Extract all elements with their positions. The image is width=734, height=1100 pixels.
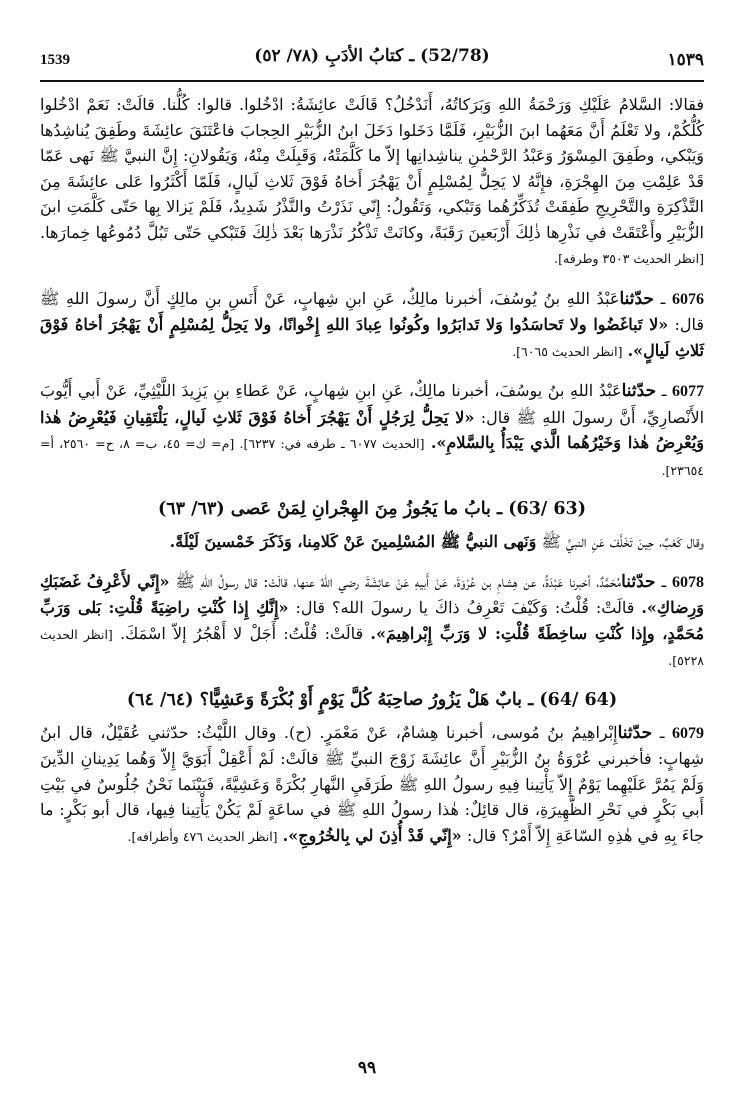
hadith-number: 6077 bbox=[672, 383, 704, 400]
hadith-reference: [الحديث ٦٠٧٧ ـ طرفه في: ٦٢٣٧]. [م= ك= ٤٥، ب= ٨، ح= ٢٥٦٠، أ= ٢٣٦٥٤]. bbox=[40, 436, 704, 478]
hadith-quote: «إِنّي قَدْ أُذِنَ لي بِالخُرُوجِ». bbox=[282, 825, 462, 845]
chapter-63-text bbox=[40, 529, 704, 555]
page-header bbox=[40, 40, 704, 74]
running-title: (52/78) ـ كتابُ الأدَبِ (٧٨/ ٥٢) bbox=[254, 46, 490, 66]
hadith-reference: [انظر الحديث ٦٠٦٥]. bbox=[512, 343, 623, 359]
hadith-end: قالَتْ: قُلْتُ: أَجَلْ لا أَهْجُرُ إلاّ اسْمَكَ. bbox=[120, 623, 364, 643]
chapter-63-title: (63 /63) ـ بابُ ما يَجُوزُ مِنَ الهِجْرانِ لِمَنْ عَصى (٦٣/ ٦٣) bbox=[157, 499, 587, 519]
hadith-6078 bbox=[40, 569, 704, 674]
header-rule bbox=[40, 80, 704, 82]
hadith-6077 bbox=[40, 378, 704, 483]
hadith-narration: مُحَمَّدٌ، أخبرنا عَبْدَةُ، عن هِشامِ بن عُرْوَةَ، عَنْ أَبيهِ عَنْ عائِشَةَ رضي اللهُ عنها، قالَتْ: قال رسولُ اللهِ ﷺ bbox=[175, 571, 622, 591]
chapter-63-bold: وَنَهى النبيُّ ﷺ المُسْلِمينَ عَنْ كَلامِنا، وَذَكَرَ خَمْسينَ لَيْلَةً. bbox=[169, 532, 537, 551]
page-number-latin: 1539 bbox=[40, 52, 70, 68]
intro-reference: [انظر الحديث ٣٥٠٣ وطرفه]. bbox=[554, 251, 704, 266]
intro-paragraph bbox=[40, 92, 704, 272]
hadith-narration: عَبْدُ اللهِ بنُ يُوسُفَ، أخبرنا مالِكٌ، عَنِ ابنِ شِهابٍ، عَنْ أَنَسِ بنِ مالِكٍ أَنَّ رسولَ اللهِ ﷺ قال: bbox=[40, 288, 704, 334]
haddathana-word: حدّثنا bbox=[621, 381, 657, 401]
hadith-quote-1: «إِنّي لأَعْرِفُ غَضَبَكِ وَرِضاكِ». bbox=[40, 571, 704, 617]
hadith-middle: قالَتْ: قُلْتُ: وَكَيْفَ تَعْرِفُ ذاكَ يا رسولَ الله؟ قال: bbox=[295, 598, 635, 617]
hadith-quote: «لا يَحِلُّ لِرَجُلٍ أَنْ يَهْجُرَ أَخاهُ فَوْقَ ثَلاثِ لَيالٍ، يَلْتَقِيانِ فَيُعْرِضُ هٰذا وَيُعْرِضُ هٰذا وَخَيْرُهُما الَّذي يَبْدَأُ بِالسَّلامِ». bbox=[40, 407, 704, 452]
haddathana-word: حدّثنا bbox=[617, 722, 653, 743]
hadith-dash: ـ bbox=[660, 288, 666, 308]
hadith-6079 bbox=[40, 720, 704, 850]
hadith-reference: [انظر الحديث ٥٢٢٨]. bbox=[40, 626, 704, 668]
hadith-dash: ـ bbox=[661, 571, 667, 591]
hadith-6076 bbox=[40, 286, 704, 365]
haddathana-word: حدّثنا bbox=[619, 288, 654, 309]
chapter-64-title: (64 /64) ـ بابٌ هَلْ يَزُورُ صاحِبَهُ كُلَّ يَوْمٍ أَوْ بُكْرَةً وَعَشِيًّا؟ (٦٤/ ٦٤) bbox=[126, 689, 618, 710]
hadith-quote-2: «إِنَّكِ إِذا كُنْتِ راضِيَةً قُلْتِ: بَلى وَرَبِّ مُحَمَّدٍ، وإِذا كُنْتِ ساخِطَةً قُلْتِ: لا وَرَبِّ إِبْراهِيمَ». bbox=[40, 598, 705, 643]
hadith-narration: إِبْراهِيمُ بنُ مُوسى، أخبرنا هِشامٌ، عَنْ مَعْمَرٍ. (ح). وقال اللَّيْثُ: حدّثني عُقَيْلٌ، قال ابنُ شِهابٍ: فأخبرني عُرْوَةُ بنُ الزُّبَيْرِ أَنَّ عائِشَةَ زَوْجَ النبيِّ ﷺ قالَتْ: لَمْ أَعْقِلْ أَبَوَيَّ إِلاّ وَهُما يَدِينانِ الدِّينَ وَلَمْ يَمُرَّ عَلَيْهِما يَوْمٌ إِلاّ يَأْتِينا فِيهِ رسولُ اللهِ ﷺ طَرَفَيِ النَّهارِ بُكْرَةً وَعَشِيَّةً، فَبَيْنَما نَحْنُ جُلُوسٌ في بَيْتِ أَبي بَكْرٍ في نَحْرِ الظَّهِيرَةِ، قال قائِلٌ: هٰذا رسولُ اللهِ ﷺ في ساعَةٍ لَمْ يَكُنْ يَأْتِينا فِيها، قال أبو بَكْرٍ: ما جاءَ بِهِ في هٰذِهِ السّاعَةِ إِلاّ أَمْرٌ؟ قال: bbox=[40, 722, 705, 845]
hadith-reference: [انظر الحديث ٤٧٦ وأطرافه]. bbox=[127, 828, 278, 844]
hadith-dash: ـ bbox=[661, 381, 667, 400]
hadith-number: 6079 bbox=[672, 724, 705, 742]
footer-page-number: ٩٩ bbox=[357, 1058, 377, 1078]
haddathana-word: حدّثنا bbox=[621, 571, 656, 592]
hadith-number: 6078 bbox=[671, 573, 704, 591]
hadith-number: 6076 bbox=[672, 290, 704, 308]
intro-text: فقالا: السَّلامُ عَلَيْكِ وَرَحْمَةُ اللهِ وَبَرَكاتُهُ، أَنَدْخُلُ؟ قَالَتْ عائِشَةُ: ادْخُلوا. قالوا: كُلُّنا. قالَتْ: نَعَمْ ادْخُلوا كُلُّكُمْ، ولا تَعْلَمُ أَنَّ مَعَهُما ابنَ الزُّبَيْرِ، فَلَمَّا دَخَلوا دَخَلَ ابنُ الزُّبَيْرِ الحِجابَ فاعْتَنَقَ عائِشَةَ وطَفِقَ يُناشِدُها وَيَبْكي، وطَفِقَ المِسْوَرُ وَعَبْدُ الرَّحْمٰنِ يناشِدانِها إلاّ ما كَلَّمَتْهُ، وَقَبِلَتْ مِنْهُ، وَيَقُولانِ: إِنَّ النبيَّ ﷺ نَهى عَمّا قَدْ عَلِمْتِ مِنَ الهِجْرَةِ، فإِنَّهُ لا يَحِلُّ لِمُسْلِمٍ أَنْ يَهْجُرَ أَخاهُ فَوْقَ ثَلاثِ لَيالٍ، فَلَمّا أَكْثَرُوا عَلى عائِشَةَ مِنَ التَّذْكِرَةِ والتَّحْرِيجِ طَفِقَتْ تُذَكِّرُهُما وَتَبْكي، وَتَقُولُ: إِنّي نَذَرْتُ والنَّذْرُ شَدِيدٌ، فَلَمْ يَزالا بِها حَتّى كَلَّمَتِ ابنَ الزُّبَيْرِ وأَعْتَقَتْ في نَذْرِها ذٰلِكَ أَرْبَعينَ رَقَبَةً، وكانَتْ تَذْكُرُ نَذْرَها بَعْدَ ذٰلِكَ فَتَبْكي حَتّى تَبُلَّ دُمُوعُها خِمارَها. bbox=[40, 95, 704, 242]
page-number-arabic: ١٥٣٩ bbox=[667, 50, 704, 70]
hadith-quote: «لا تَباغَضُوا ولا تَحاسَدُوا وَلا تَدابَرُوا وكُونُوا عِبادَ اللهِ إِخْوانًا، ولا يَحِلُّ لِمُسْلِمٍ أَنْ يَهْجُرَ أخاهُ فَوْقَ ثَلاثِ لَيالٍ». bbox=[40, 315, 704, 360]
hadith-narration: عَبْدُ اللهِ بنُ يوسُفَ، أخبرنا مالِكٌ، عَنِ ابنِ شِهابٍ، عَنْ عَطاءِ بنِ يَزِيدَ اللَّيْثِيِّ، عَنْ أَبي أَيُّوبَ الأَنْصارِيِّ، أَنَّ رسولَ اللهِ ﷺ قال: bbox=[40, 381, 705, 427]
hadith-dash: ـ bbox=[659, 722, 665, 742]
chapter-63-plain: وقال كَعْبٌ، حِينَ تَخَلَّفَ عَنِ النبيِّ ﷺ bbox=[541, 532, 704, 551]
page-body bbox=[40, 92, 704, 849]
